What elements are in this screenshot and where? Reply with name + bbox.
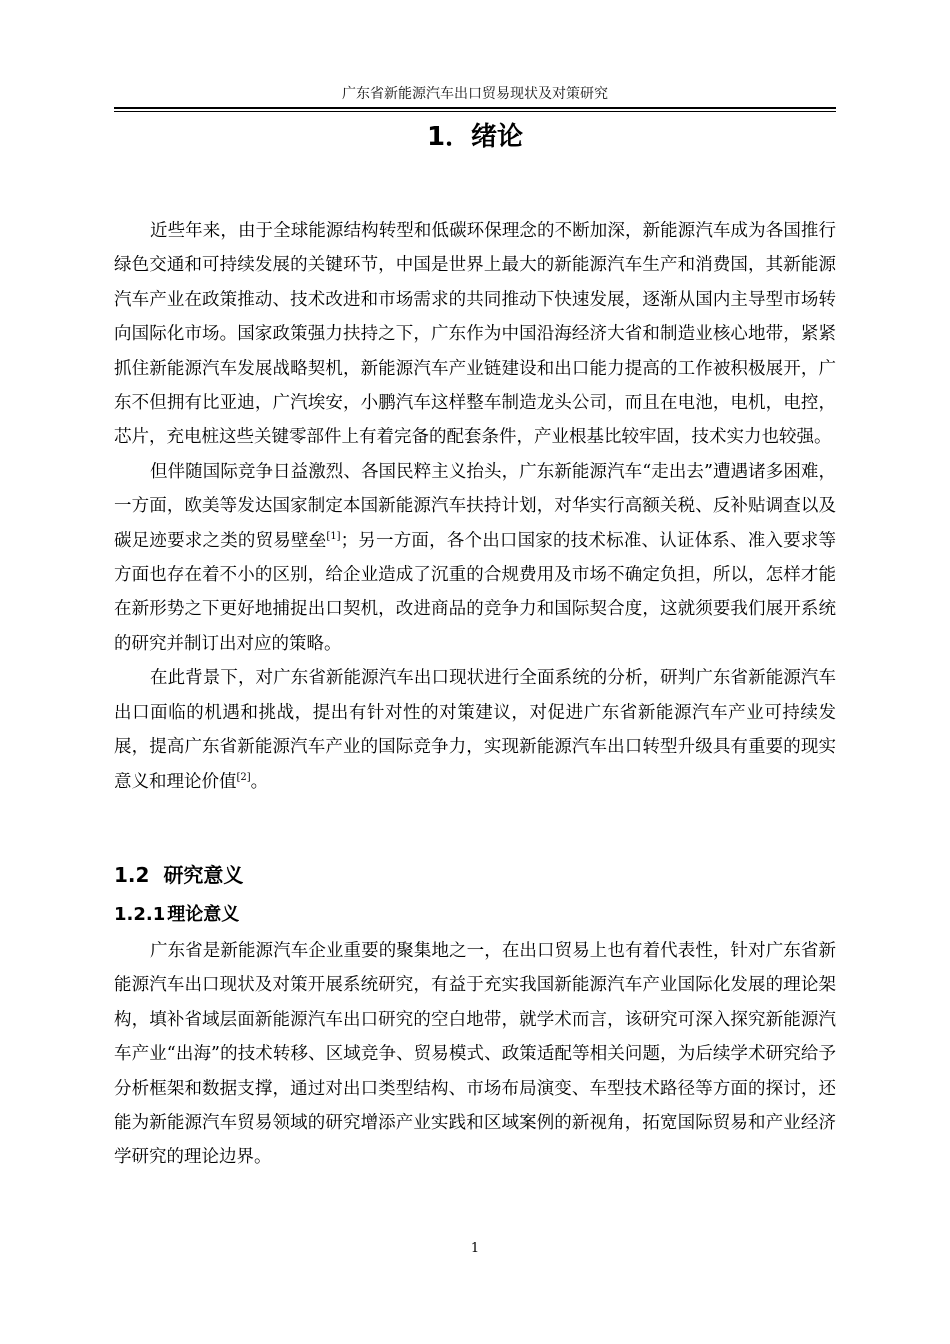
section-number: 1.2.1 [114, 904, 166, 925]
intro-paragraph-3 [114, 661, 836, 799]
chapter-title: 1．绪论 [426, 122, 524, 152]
section-title: 研究意义 [163, 863, 244, 887]
paragraph-text: 。 [250, 771, 269, 792]
running-header: 广东省新能源汽车出口贸易现状及对策研究 [342, 86, 608, 102]
paragraph-text: 在此背景下，对广东省新能源汽车出口现状进行全面系统的分析，研判广东省新能源汽车出口面临的机遇和挑战，提出有针对性的对策建议，对促进广东省新能源汽车产业可持续发展，提高广东省新能源汽车产业的国际竞争力，实现新能源汽车出口转型升级具有重要的现实意义和理论价值 [114, 668, 836, 792]
citation-ref-1[interactable]: [1] [326, 530, 341, 542]
theory-paragraph: 广东省是新能源汽车企业重要的聚集地之一，在出口贸易上也有着代表性，针对广东省新能源汽车出口现状及对策开展系统研究，有益于充实我国新能源汽车产业国际化发展的理论架构，填补省域层面新能源汽车出口研究的空白地带，就学术而言，该研究可深入探究新能源汽车产业“出海”的技术转移、区域竞争、贸易模式、政策适配等相关问题，为后续学术研究给予分析框架和数据支撑，通过对出口类型结构、市场布局演变、车型技术路径等方面的探讨，还能为新能源汽车贸易领域的研究增添产业实践和区域案例的新视角，拓宽国际贸易和产业经济学研究的理论边界。 [114, 941, 836, 1168]
header-rule-thin [114, 111, 836, 112]
section-1-2-1-body [114, 934, 836, 1175]
header-rule-thick [114, 107, 836, 109]
page-number: 1 [470, 1241, 480, 1256]
section-heading-1-2-1 [114, 900, 239, 930]
section-number: 1.2 [114, 863, 150, 887]
paragraph-text: ；另一方面，各个出口国家的技术标准、认证体系、准入要求等方面也存在着不小的区别，给企业造成了沉重的合规费用及市场不确定负担，所以，怎样才能在新形势之下更好地捕捉出口契机，改进商品的竞争力和国际契合度，这就须要我们展开系统的研究并制订出对应的策略。 [114, 530, 837, 654]
intro-body [114, 214, 836, 799]
citation-ref-2[interactable]: [2] [236, 771, 251, 783]
intro-paragraph-2 [114, 455, 836, 661]
section-heading-1-2 [114, 860, 243, 890]
section-title: 理论意义 [167, 904, 240, 925]
intro-paragraph-1: 近些年来，由于全球能源结构转型和低碳环保理念的不断加深，新能源汽车成为各国推行绿色交通和可持续发展的关键环节，中国是世界上最大的新能源汽车生产和消费国，其新能源汽车产业在政策推动、技术改进和市场需求的共同推动下快速发展，逐渐从国内主导型市场转向国际化市场。国家政策强力扶持之下，广东作为中国沿海经济大省和制造业核心地带，紧紧抓住新能源汽车发展战略契机，新能源汽车产业链建设和出口能力提高的工作被积极展开，广东不但拥有比亚迪，广汽埃安，小鹏汽车这样整车制造龙头公司，而且在电池，电机，电控，芯片，充电桩这些关键零部件上有着完备的配套条件，产业根基比较牢固，技术实力也较强。 [114, 221, 836, 448]
paragraph-text: 但伴随国际竞争日益激烈、各国民粹主义抬头，广东新能源汽车“走出去”遭遇诸多困难，一方面，欧美等发达国家制定本国新能源汽车扶持计划，对华实行高额关税、反补贴调查以及碳足迹要求之类的贸易壁垒 [114, 461, 836, 551]
